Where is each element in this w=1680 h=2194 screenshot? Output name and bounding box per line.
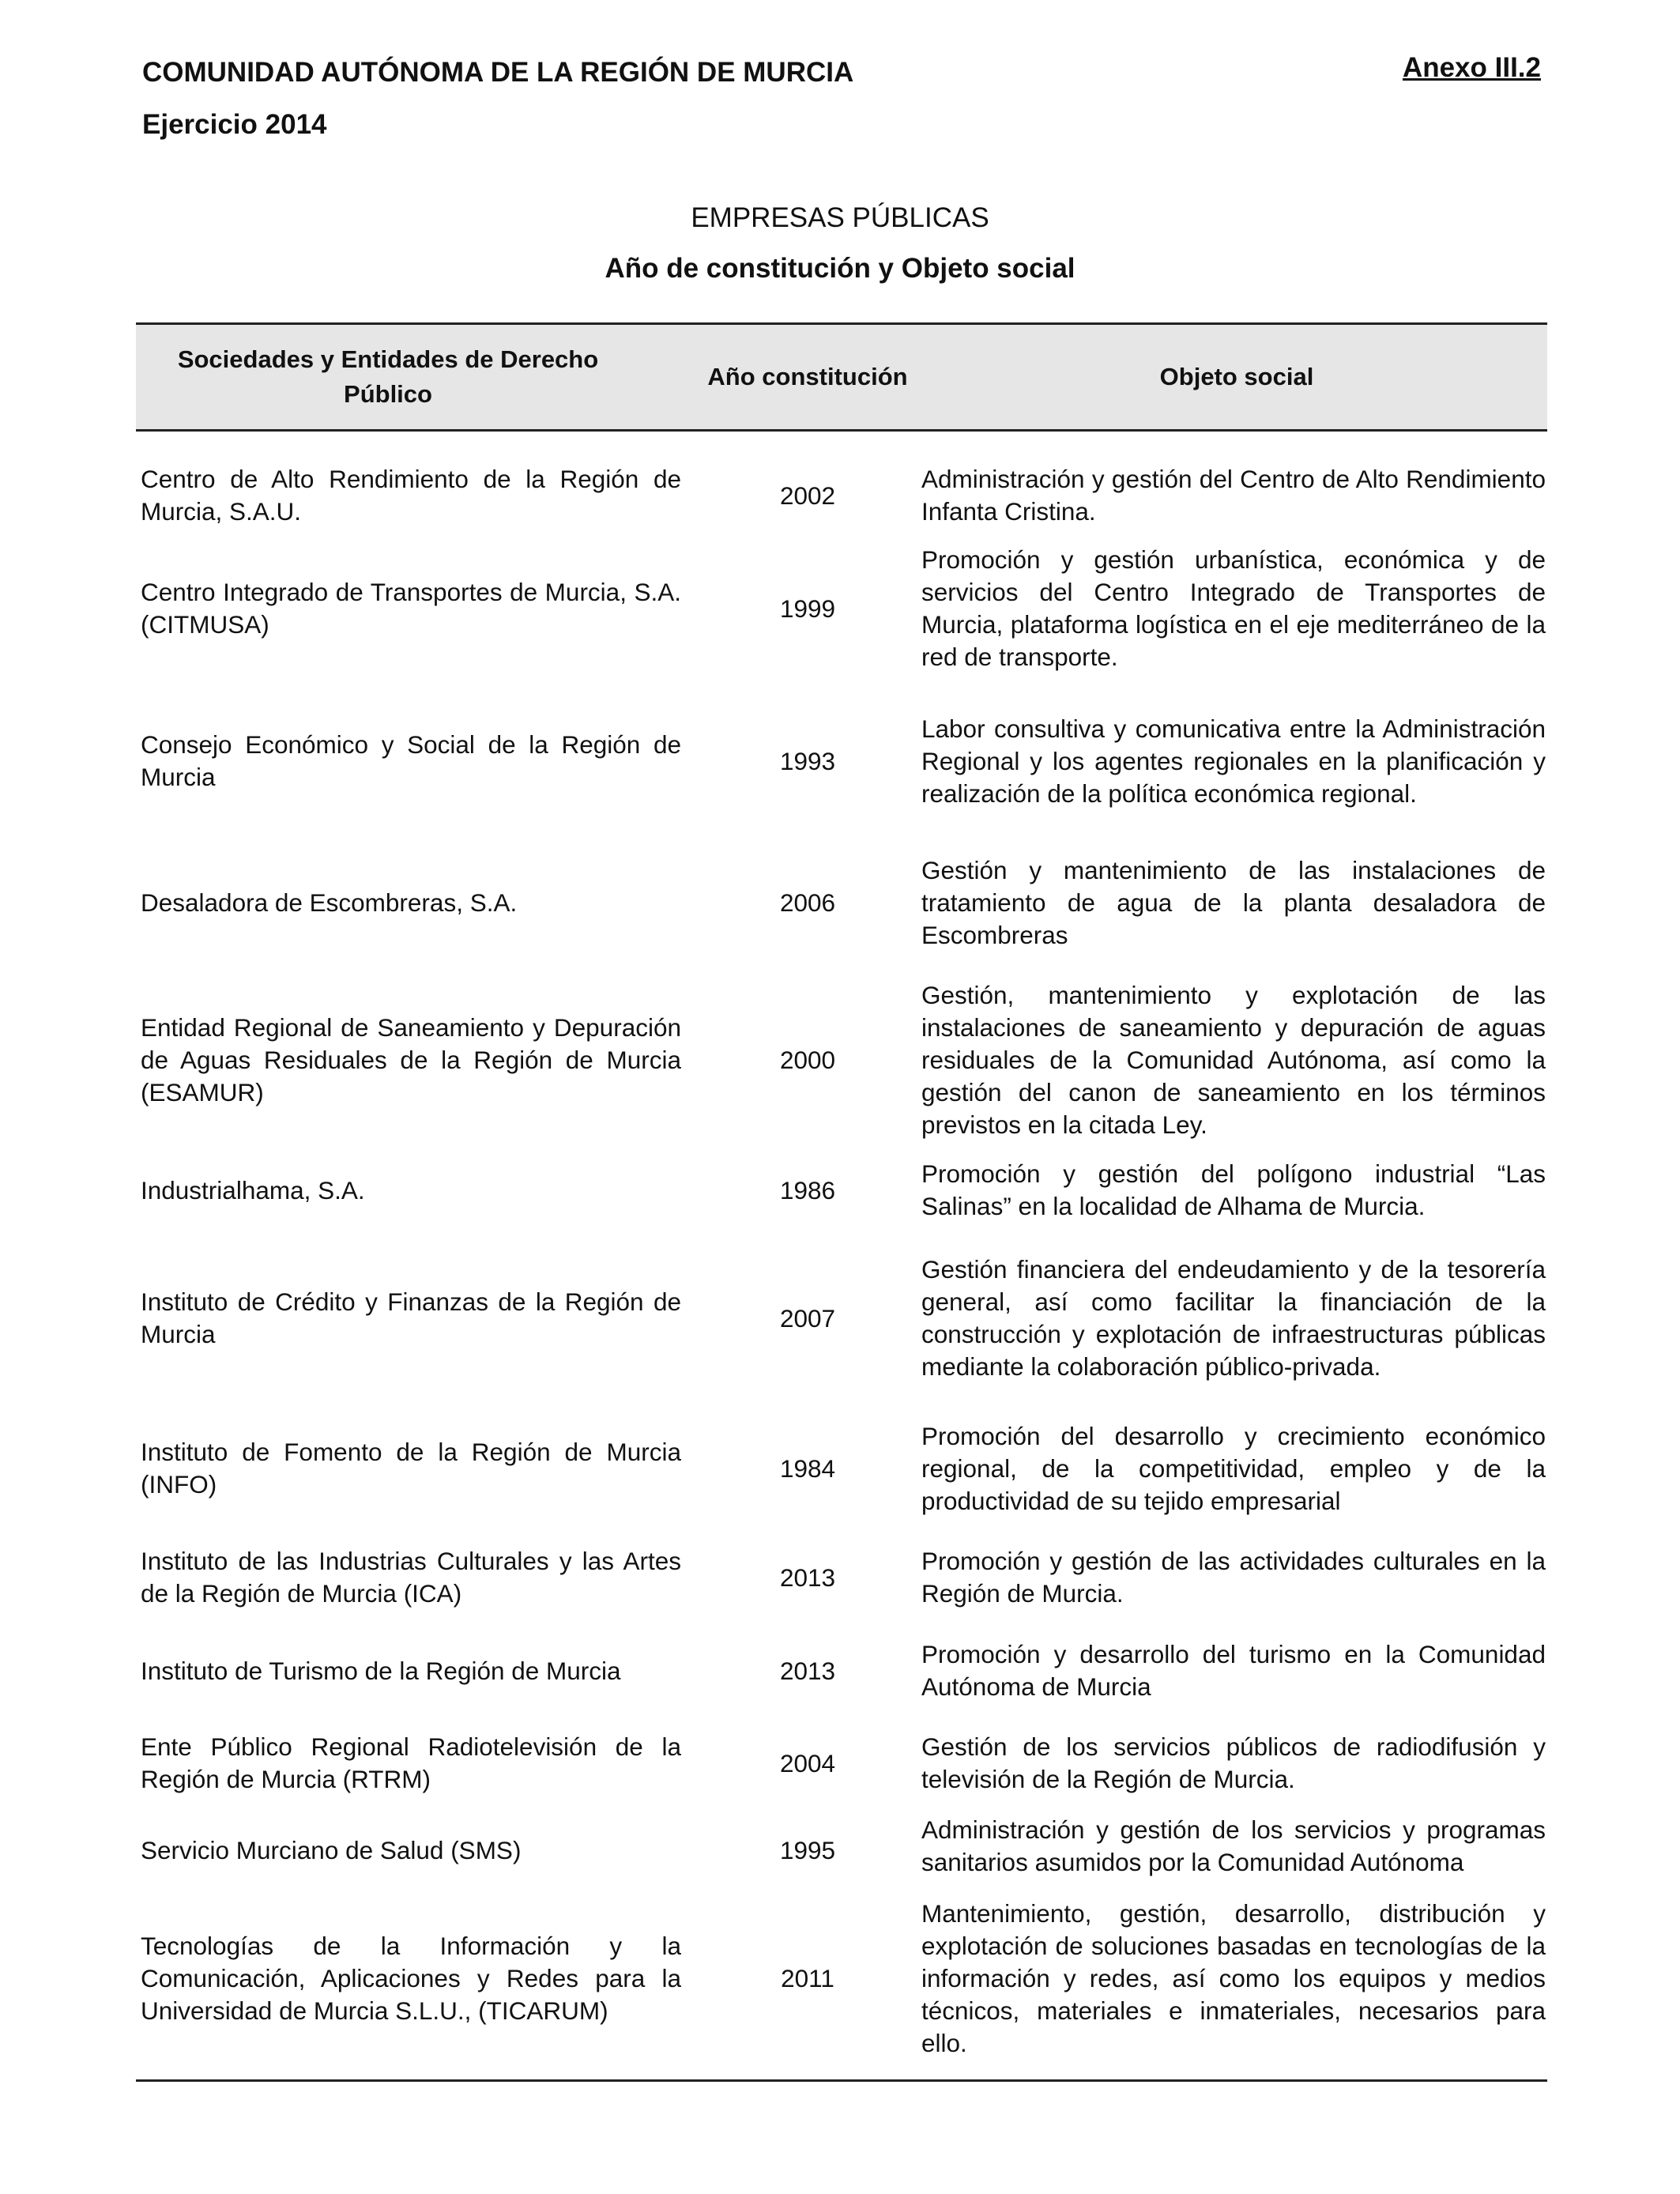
header-object: Objeto social [1159, 363, 1314, 390]
table-row [136, 1728, 1547, 1798]
row-year: 2002 [779, 481, 836, 510]
row-object: Promoción y gestión de las actividades culturales en la Región de Murcia. [921, 1547, 1546, 1608]
row-object: Gestión, mantenimiento y explotación de las instalaciones de saneamiento y depuración de aguas residuales de la Comunidad Autónoma, así como la gestión del canon de saneamiento en los términos previstos en la citada Ley. [921, 980, 1546, 1139]
row-name: Tecnologías de la Información y la Comunicación, Aplicaciones y Redes para la Universidad de Murcia S.L.U., (TICARUM) [141, 1931, 681, 2025]
fiscal-year: Ejercicio 2014 [142, 109, 327, 140]
row-year: 2000 [779, 1045, 836, 1074]
companies-table [136, 322, 1547, 432]
row-object: Promoción del desarrollo y crecimiento económico regional, de la competitividad, empleo y de la productividad de su tejido empresarial [921, 1421, 1546, 1515]
table-row [136, 693, 1547, 829]
table-row [136, 460, 1547, 531]
row-object: Gestión financiera del endeudamiento y de la tesorería general, así como facilitar la financiación de la construcción y explotación de infraestructuras públicas mediante la colaboración público-privada. [921, 1255, 1546, 1381]
row-name: Instituto de Turismo de la Región de Murcia [141, 1656, 621, 1685]
table-header [136, 322, 1547, 432]
row-name: Instituto de Crédito y Finanzas de la Región de Murcia [141, 1287, 681, 1348]
row-object: Mantenimiento, gestión, desarrollo, distribución y explotación de soluciones basadas en tecnologías de la información y redes, así como los equipos y medios técnicos, materiales e inmateriales, necesarios para ello. [921, 1898, 1546, 2057]
row-year: 1999 [779, 594, 836, 623]
row-year: 1986 [779, 1175, 836, 1204]
table-row [136, 851, 1547, 954]
row-object: Administración y gestión del Centro de Alto Rendimiento Infanta Cristina. [921, 465, 1546, 526]
table-row [136, 1815, 1547, 1886]
organization-title: COMUNIDAD AUTÓNOMA DE LA REGIÓN DE MURCIA [142, 57, 854, 88]
header-year: Año constitución [707, 363, 908, 390]
table-row [136, 1636, 1547, 1706]
row-name: Instituto de Fomento de la Región de Murcia (INFO) [141, 1438, 681, 1498]
row-object: Labor consultiva y comunicativa entre la Administración Regional y los agentes regionales en la planificación y realización de la política económica regional. [921, 714, 1546, 808]
row-name: Industrialhama, S.A. [141, 1175, 365, 1204]
row-year: 2004 [779, 1748, 836, 1777]
row-name: Servicio Murciano de Salud (SMS) [141, 1835, 522, 1864]
row-name: Entidad Regional de Saneamiento y Depuración de Aguas Residuales de la Región de Murcia (ESAMUR) [141, 1012, 681, 1106]
row-name: Desaladora de Escombreras, S.A. [141, 888, 518, 917]
row-name: Centro de Alto Rendimiento de la Región de Murcia, S.A.U. [141, 465, 681, 526]
table-row [136, 541, 1547, 677]
row-name: Centro Integrado de Transportes de Murcia, S.A. (CITMUSA) [141, 578, 681, 639]
row-name: Instituto de las Industrias Culturales y las Artes de la Región de Murcia (ICA) [141, 1547, 681, 1608]
table-row [136, 1543, 1547, 1612]
row-year: 2011 [781, 1963, 834, 1992]
row-year: 1984 [779, 1453, 836, 1483]
row-object: Gestión de los servicios públicos de radiodifusión y televisión de la Región de Murcia. [921, 1732, 1546, 1793]
row-object: Gestión y mantenimiento de las instalaciones de tratamiento de agua de la planta desaladora de Escombreras [921, 855, 1546, 949]
table-bottom-rule [136, 2079, 1547, 2082]
table-row [136, 1250, 1547, 1386]
table-row [136, 975, 1547, 1144]
document-title: EMPRESAS PÚBLICAS [691, 202, 989, 233]
row-year: 2007 [779, 1303, 836, 1333]
row-year: 2013 [779, 1656, 836, 1685]
header-name: Sociedades y Entidades de Derecho Público [177, 345, 599, 408]
row-name: Ente Público Regional Radiotelevisión de la Región de Murcia (RTRM) [141, 1732, 681, 1793]
table-row [136, 1894, 1547, 2062]
row-object: Administración y gestión de los servicios y programas sanitarios asumidos por la Comunidad Autónoma [921, 1815, 1546, 1876]
row-year: 1995 [779, 1835, 836, 1864]
table-row [136, 1417, 1547, 1520]
row-year: 2006 [779, 888, 836, 917]
row-object: Promoción y gestión del polígono industrial “Las Salinas” en la localidad de Alhama de Murcia. [921, 1159, 1546, 1220]
row-year: 1993 [779, 746, 836, 775]
table-row [136, 1155, 1547, 1225]
row-object: Promoción y desarrollo del turismo en la Comunidad Autónoma de Murcia [921, 1640, 1546, 1701]
annex-label: Anexo III.2 [1402, 52, 1541, 83]
document-subtitle: Año de constitución y Objeto social [605, 253, 1075, 284]
row-year: 2013 [779, 1563, 836, 1592]
row-object: Promoción y gestión urbanística, económica y de servicios del Centro Integrado de Transportes de Murcia, plataforma logística en el eje mediterráneo de la red de transporte. [921, 545, 1546, 671]
row-name: Consejo Económico y Social de la Región de Murcia [141, 730, 681, 791]
